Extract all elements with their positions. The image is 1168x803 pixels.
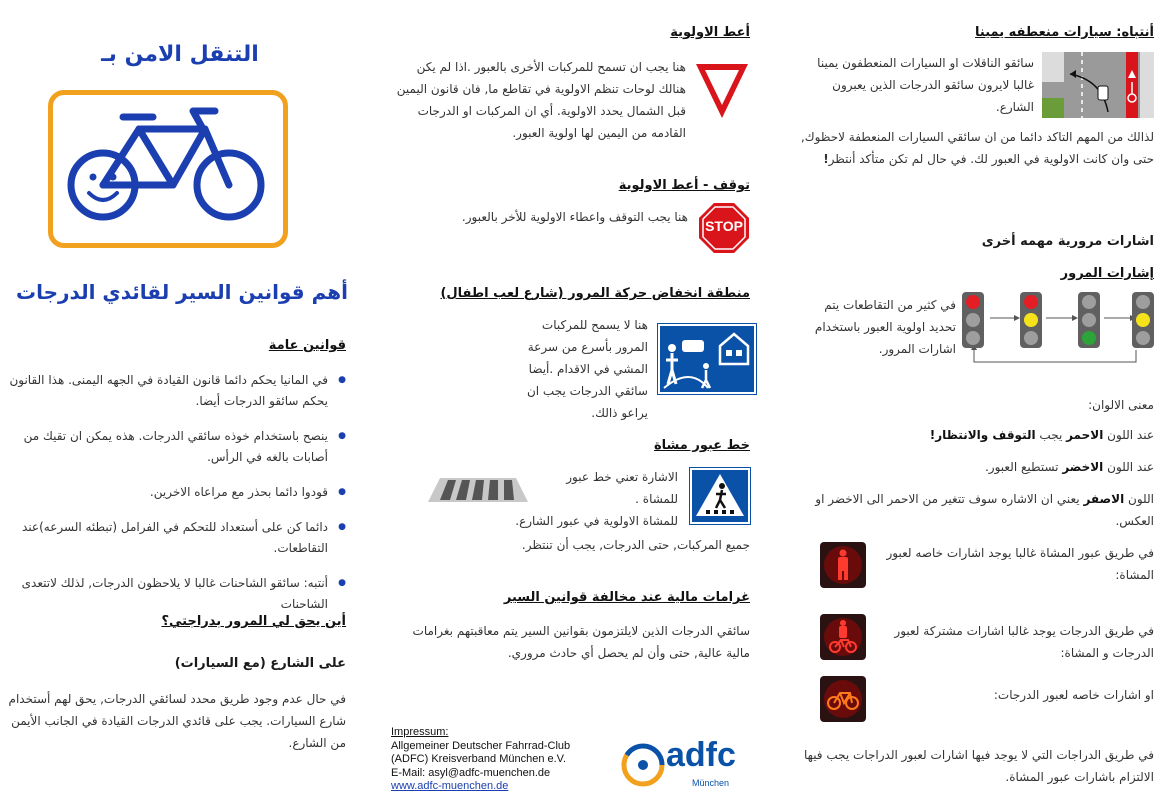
right-turn-road-icon (1042, 52, 1154, 118)
bike-light-text: او اشارات خاصه لعبور الدرجات: (993, 688, 1154, 702)
crossing-sign (690, 468, 750, 524)
red-meaning-text: عند اللون (1103, 428, 1154, 442)
stop-sign (698, 202, 750, 254)
pedestrian-light-text: في طريق عبور المشاة غالبا يوجد اشارات خاصه لعبور المشاة: (886, 546, 1154, 582)
list-item: ● في المانيا يحكم دائما قانون القيادة في الجهه اليمنى. هذا القانون يحكم سائقو الدرجات أيضا. (8, 370, 346, 412)
list-item: ● دائما كن على أستعداد للتحكم في الفرامل (تبطئه السرعه)عند التقاطعات. (8, 517, 346, 559)
crossing-text-3: جميع المركبات, حتى الدرجات, يجب أن تنتظر. (521, 538, 750, 552)
yellow-meaning-text: يعني ان الاشاره سوف تتغير من الاحمر الى الاخضر او العكس. (815, 492, 1154, 528)
green-meaning-text: تستطيع العبور. (984, 460, 1063, 474)
red-word: الاحمر (1066, 428, 1104, 442)
green-meaning-text: عند اللون (1103, 460, 1154, 474)
play-street-icon (660, 326, 754, 392)
stop-sign-label: STOP (705, 218, 743, 234)
yield-sign (694, 60, 750, 122)
traffic-lights-heading: إشارات المرور (1060, 266, 1154, 281)
brochure-title: التنقل الامن بـ (101, 42, 259, 67)
list-item: ● أنتبه: سائقو الشاحنات غالبا لا يلاحظون الدرجات, لذلك لاتتعدى الشاحنات (8, 573, 346, 615)
stop-text: هنا يجب التوقف واعطاء الاولوية للأخر بالعبور. (461, 210, 688, 224)
panel-left (0, 0, 380, 803)
red-meaning (802, 424, 1154, 446)
street-heading: على الشارع (مع السيارات) (174, 656, 346, 671)
zone-text: هنا لا يسمح للمركبات المرور بأسرع من سرعة المشي في الاقدام .أيضا سائقي الدرجات يجب ان يراعو ذالك. (526, 318, 648, 420)
crosswalk-stripes-icon (428, 474, 528, 506)
bike-light-icon (820, 676, 866, 722)
general-rules-heading: قوانين عامة (268, 338, 346, 353)
panel-middle (388, 0, 768, 803)
adfc-logo-text: adfc (666, 736, 736, 774)
turning-text: سائقو الناقلات او السيارات المنعطفون يمينا غالبا لايرون سائقو الدرجات الذين يعبرون الشارع. (817, 56, 1034, 114)
adfc-logo (620, 736, 760, 792)
crossing-text-2: للمشاة الاولوية في عبور الشارع. (515, 514, 678, 528)
turning-text-2 (800, 126, 1154, 170)
play-street-sign (658, 324, 756, 394)
list-item: ● قودوا دائما بحذر مع مراعاه الاخرين. (8, 482, 346, 503)
shared-light (820, 614, 866, 660)
yellow-meaning (800, 488, 1154, 532)
shared-light-text: في طريق الدرجات يوجد غالبا اشارات مشتركة لعبور الدرجات و المشاة: (894, 624, 1154, 660)
bicycle-logo (48, 90, 288, 248)
turning-text-2-body: لذالك من المهم التاكد دائما من ان سائقي السيارات المنعطفة لاحظوك, حتى وان كانت الاولوية في العبور لك. في حال لم تكن متأكد أنتظر (800, 130, 1154, 166)
zone-heading: منطقة انخفاض حركة المرور (شارع لعب اطفال) (440, 286, 750, 301)
crossing-text-1: الاشارة تعني خط عبور للمشاة . (566, 470, 678, 506)
stop-heading: توقف - أعط الاولوية (618, 178, 750, 193)
panel-right (792, 0, 1168, 803)
yield-heading: أعط الاولوية (670, 25, 750, 40)
other-signs-heading: اشارات مرورية مهمه أخرى (981, 234, 1154, 249)
yield-text: هنا يجب ان تسمح للمركبات الأخرى بالعبور .اذا لم يكن هنالك لوحات تنظم الاولوية في تقاطع ما, فان قانون اليمين قبل الشمال يحدد الاولوية. أي ان المركبات او الدرجات القادمه من اليمين لها اولوية العبور. (396, 60, 686, 140)
colors-meaning: معنى الالوان: (1088, 398, 1154, 412)
green-meaning (802, 456, 1154, 478)
general-rules-list (8, 370, 346, 629)
bike-light (820, 676, 866, 722)
bicycle-smiley-icon (53, 95, 283, 243)
fines-text: سائقي الدرجات الذين لايلتزمون بقوانين السير يتم معاقبتهم بغرامات مالية عالية, حتى وأن لم يحصل أي حادث مروري. (412, 624, 750, 660)
yield-sign-icon (694, 60, 750, 122)
brochure-subtitle: أهم قوانين السير لقائدي الدرجات (15, 280, 348, 304)
pedestrian-light (820, 542, 866, 588)
bottom-note: في طريق الدراجات التي لا يوجد فيها اشارات لعبور الدراجات يجب فيها الالتزام باشارات عبور المشاة. (804, 748, 1154, 784)
adfc-logo-icon (620, 742, 666, 788)
shared-bike-pedestrian-light-icon (820, 614, 866, 660)
crossing-heading: خط عبور مشاة (654, 438, 750, 453)
red-meaning-text: يجب (1035, 428, 1067, 442)
traffic-light-sequence-icon (960, 290, 1156, 368)
traffic-light-sequence (960, 290, 1156, 368)
turning-vehicles-heading: أنتباه: سيارات منعطفه يمينا (975, 25, 1154, 40)
impressum-line: Allgemeiner Deutscher Fahrrad-Club (391, 739, 571, 752)
adfc-logo-city: München (692, 778, 730, 788)
green-word: الاخضر (1062, 460, 1104, 474)
list-item: ● ينصح باستخدام خوذه سائقي الدرجات. هذه يمكن ان تقيك من أصابات بالغه في الرأس. (8, 426, 346, 468)
impressum (391, 726, 611, 794)
red-pedestrian-light-icon (820, 542, 866, 588)
adfc-website-link[interactable]: www.adfc-muenchen.de (391, 780, 509, 792)
crosswalk-image (428, 474, 528, 506)
red-action: التوقف والانتظار! (929, 428, 1036, 442)
turning-text-2-exclaim: ! (823, 152, 829, 166)
where-heading: أين يحق لي المرور بدراجتي؟ (161, 614, 346, 629)
fines-heading: غرامات مالية عند مخالفة قوانين السير (503, 590, 750, 605)
street-text: في حال عدم وجود طريق محدد لسائقي الدرجات, يحق لهم أستخدام شارع السيارات. يجب على قائدي الدرجات القيادة في الجانب الأيمن من الشارع. (8, 692, 346, 750)
impressum-email: E-Mail: asyl@adfc-muenchen.de (391, 766, 551, 779)
impressum-title: Impressum: (391, 726, 449, 738)
yellow-meaning-text: اللون (1124, 492, 1154, 506)
turning-vehicles-image (1042, 52, 1154, 118)
traffic-lights-text: في كثير من التقاطعات يتم تحديد اولوية العبور باستخدام اشارات المرور. (814, 298, 956, 356)
yellow-word: الاصفر (1083, 492, 1125, 506)
pedestrian-crossing-icon (692, 470, 748, 522)
impressum-line: (ADFC) Kreisverband München e.V. (391, 753, 567, 765)
